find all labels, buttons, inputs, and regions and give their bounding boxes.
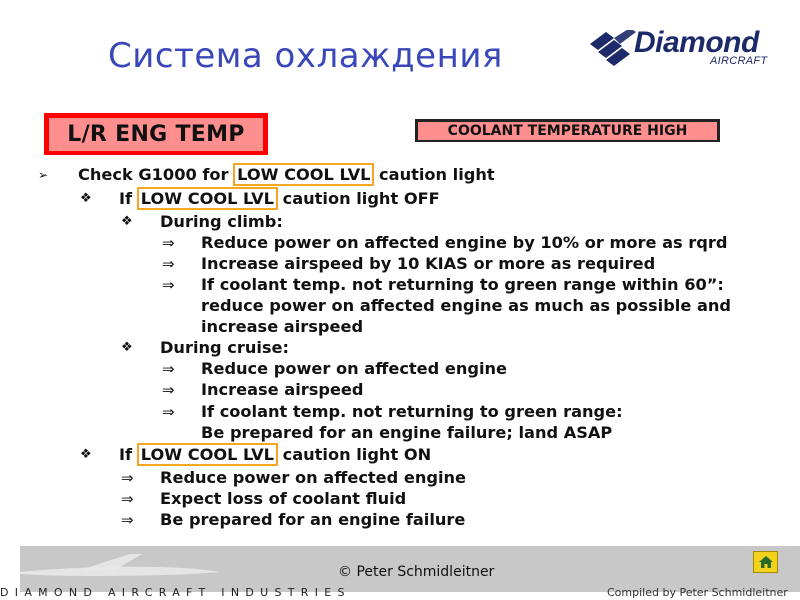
highlight-low-cool-lvl: LOW COOL LVL bbox=[233, 163, 374, 186]
implies-arrow-icon: ⇒ bbox=[121, 469, 134, 487]
step-cruise-reduce-power: Reduce power on affected engine bbox=[201, 359, 507, 378]
step-cruise-coolant-line1: If coolant temp. not returning to green range: bbox=[201, 402, 623, 421]
home-icon bbox=[758, 555, 774, 569]
step-light-off bbox=[119, 189, 440, 209]
step-during-cruise: During cruise: bbox=[160, 338, 289, 357]
diamond-logo-mark bbox=[588, 30, 636, 66]
implies-arrow-icon: ⇒ bbox=[162, 360, 175, 378]
step-cruise-increase-airspeed: Increase airspeed bbox=[201, 380, 364, 399]
text-segment: caution light OFF bbox=[276, 189, 440, 208]
step-on-reduce-power: Reduce power on affected engine bbox=[160, 468, 466, 487]
step-climb-coolant-line2: reduce power on affected engine as much as possible and bbox=[201, 296, 731, 315]
logo-subtitle: AIRCRAFT bbox=[710, 55, 768, 67]
step-on-engine-failure: Be prepared for an engine failure bbox=[160, 510, 466, 529]
logo-wordmark: Diamond bbox=[634, 26, 759, 59]
implies-arrow-icon: ⇒ bbox=[162, 234, 175, 252]
company-name: DIAMOND AIRCRAFT INDUSTRIES bbox=[0, 586, 351, 599]
step-check-g1000 bbox=[78, 165, 495, 185]
step-light-on bbox=[119, 445, 431, 465]
caution-label: COOLANT TEMPERATURE HIGH bbox=[418, 122, 717, 140]
text-segment: Check G1000 for bbox=[78, 165, 235, 184]
page-title: Система охлаждения bbox=[108, 36, 503, 76]
diamond-bullet-icon: ❖ bbox=[121, 214, 133, 229]
step-on-expect-loss: Expect loss of coolant fluid bbox=[160, 489, 407, 508]
footer-compiled-by: Compiled by Peter Schmidleitner bbox=[607, 586, 788, 599]
diamond-bullet-icon: ❖ bbox=[80, 447, 92, 462]
text-segment: caution light bbox=[373, 165, 495, 184]
highlight-low-cool-lvl: LOW COOL LVL bbox=[137, 187, 278, 210]
diamond-bullet-icon: ❖ bbox=[80, 191, 92, 206]
implies-arrow-icon: ⇒ bbox=[162, 381, 175, 399]
implies-arrow-icon: ⇒ bbox=[162, 255, 175, 273]
diamond-bullet-icon: ❖ bbox=[121, 340, 133, 355]
implies-arrow-icon: ⇒ bbox=[162, 403, 175, 421]
step-climb-reduce-power: Reduce power on affected engine by 10% or more as rqrd bbox=[201, 233, 728, 252]
diamond-logo bbox=[588, 28, 778, 70]
step-climb-coolant-line3: increase airspeed bbox=[201, 317, 364, 336]
implies-arrow-icon: ⇒ bbox=[121, 511, 134, 529]
implies-arrow-icon: ⇒ bbox=[121, 490, 134, 508]
home-button[interactable] bbox=[753, 551, 778, 573]
warning-label: L/R ENG TEMP bbox=[49, 118, 263, 151]
arrow-bullet-icon: ➢ bbox=[38, 168, 49, 182]
caution-annunciator bbox=[415, 119, 720, 142]
footer-copyright: © Peter Schmidleitner bbox=[338, 564, 495, 580]
step-during-climb: During climb: bbox=[160, 212, 283, 231]
step-climb-increase-airspeed: Increase airspeed by 10 KIAS or more as required bbox=[201, 254, 656, 273]
text-segment: caution light ON bbox=[276, 445, 432, 464]
warning-annunciator bbox=[44, 113, 268, 155]
step-cruise-coolant-line2: Be prepared for an engine failure; land ASAP bbox=[201, 423, 613, 442]
implies-arrow-icon: ⇒ bbox=[162, 276, 175, 294]
text-segment: If bbox=[119, 445, 138, 464]
step-climb-coolant-line1: If coolant temp. not returning to green range within 60”: bbox=[201, 275, 724, 294]
highlight-low-cool-lvl: LOW COOL LVL bbox=[137, 443, 278, 466]
text-segment: If bbox=[119, 189, 138, 208]
